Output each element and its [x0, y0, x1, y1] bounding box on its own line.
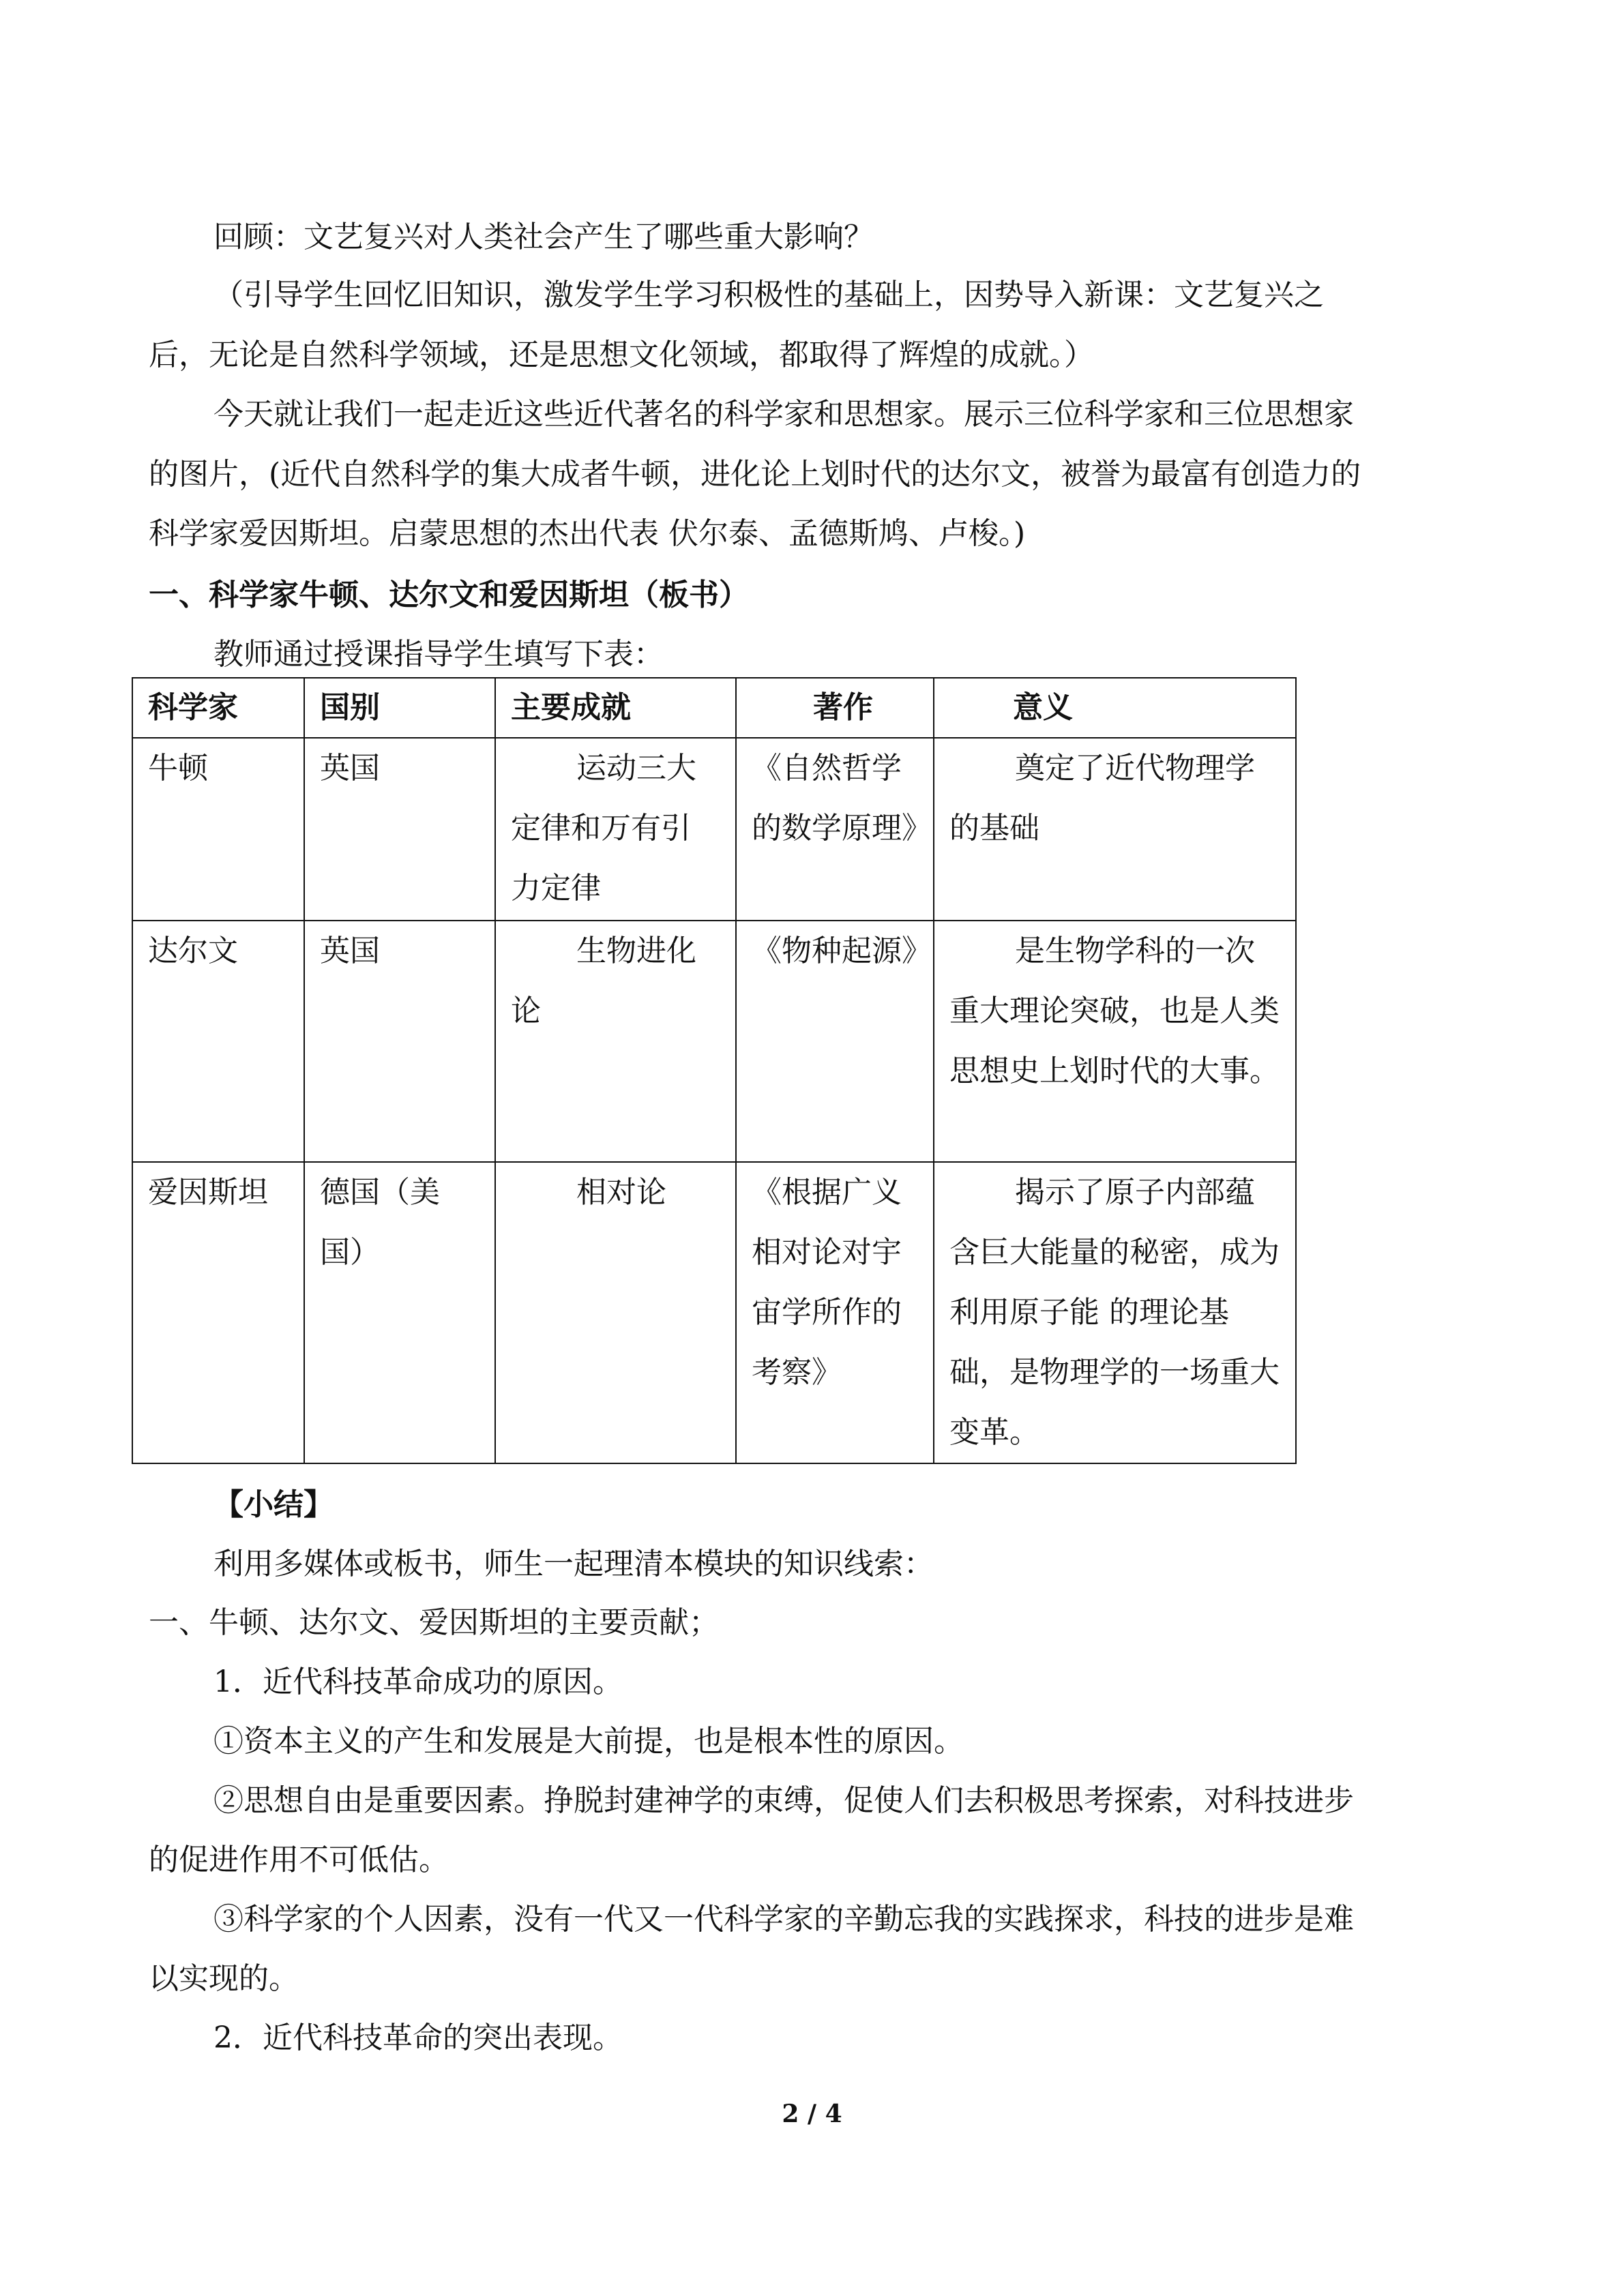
table-row — [132, 1162, 1296, 1463]
table-header-row — [132, 678, 1296, 738]
section-heading: 一、科学家牛顿、达尔文和爱因斯坦（板书） — [149, 578, 749, 612]
guide-text-line2: 后，无论是自然科学领域，还是思想文化领域，都取得了辉煌的成就。） — [149, 338, 1094, 372]
header-country: 国别 — [304, 678, 495, 738]
summary-point1: 一、牛顿、达尔文、爱因斯坦的主要贡献； — [149, 1605, 719, 1640]
cell-scientist: 牛顿 — [132, 738, 304, 921]
today-text-line2: 的图片，(近代自然科学的集大成者牛顿，进化论上划时代的达尔文，被誉为最富有创造力的 — [149, 457, 1361, 492]
summary-reason2-line2: 的促进作用不可低估。 — [149, 1843, 449, 1877]
header-achievement: 主要成就 — [495, 678, 736, 738]
table-instruction: 教师通过授课指导学生填写下表： — [213, 637, 664, 672]
table-row — [132, 921, 1296, 1162]
cell-achievement: 生物进化论 — [495, 921, 736, 1162]
cell-country: 德国（美国） — [304, 1162, 495, 1463]
review-question: 回顾：文艺复兴对人类社会产生了哪些重大影响？ — [213, 220, 874, 254]
summary-intro: 利用多媒体或板书，师生一起理清本模块的知识线索： — [213, 1547, 934, 1581]
scientists-table — [132, 677, 1297, 1464]
summary-heading: 【小结】 — [213, 1487, 334, 1522]
summary-reason2-line1: ②思想自由是重要因素。挣脱封建神学的束缚，促使人们去积极思考探索，对科技进步 — [213, 1783, 1354, 1818]
cell-scientist: 爱因斯坦 — [132, 1162, 304, 1463]
header-work: 著作 — [736, 678, 934, 738]
summary-item1: 1．近代科技革命成功的原因。 — [213, 1665, 623, 1699]
today-text-line1: 今天就让我们一起走近这些近代著名的科学家和思想家。展示三位科学家和三位思想家 — [213, 397, 1354, 432]
page-number: 2 / 4 — [782, 2100, 842, 2128]
summary-reason1: ①资本主义的产生和发展是大前提，也是根本性的原因。 — [213, 1724, 964, 1759]
cell-work: 《物种起源》 — [736, 921, 934, 1162]
today-text-line3: 科学家爱因斯坦。启蒙思想的杰出代表 伏尔泰、孟德斯鸠、卢梭。) — [149, 516, 1026, 551]
summary-reason3-line2: 以实现的。 — [149, 1961, 299, 1996]
cell-scientist: 达尔文 — [132, 921, 304, 1162]
cell-work: 《自然哲学的数学原理》 — [736, 738, 934, 921]
header-scientist: 科学家 — [132, 678, 304, 738]
cell-significance: 揭示了原子内部蕴含巨大能量的秘密，成为利用原子能 的理论基础，是物理学的一场重大变革。 — [934, 1162, 1296, 1463]
cell-significance: 是生物学科的一次重大理论突破，也是人类思想史上划时代的大事。 — [934, 921, 1296, 1162]
cell-country: 英国 — [304, 921, 495, 1162]
summary-reason3-line1: ③科学家的个人因素，没有一代又一代科学家的辛勤忘我的实践探求，科技的进步是难 — [213, 1902, 1354, 1937]
guide-text-line1: （引导学生回忆旧知识，激发学生学习积极性的基础上，因势导入新课：文艺复兴之 — [213, 278, 1324, 312]
summary-item2: 2．近代科技革命的突出表现。 — [213, 2021, 623, 2055]
cell-country: 英国 — [304, 738, 495, 921]
cell-achievement: 运动三大定律和万有引力定律 — [495, 738, 736, 921]
cell-significance: 奠定了近代物理学的基础 — [934, 738, 1296, 921]
header-significance: 意义 — [934, 678, 1296, 738]
cell-work: 《根据广义相对论对宇宙学所作的考察》 — [736, 1162, 934, 1463]
cell-achievement: 相对论 — [495, 1162, 736, 1463]
table-row — [132, 738, 1296, 921]
